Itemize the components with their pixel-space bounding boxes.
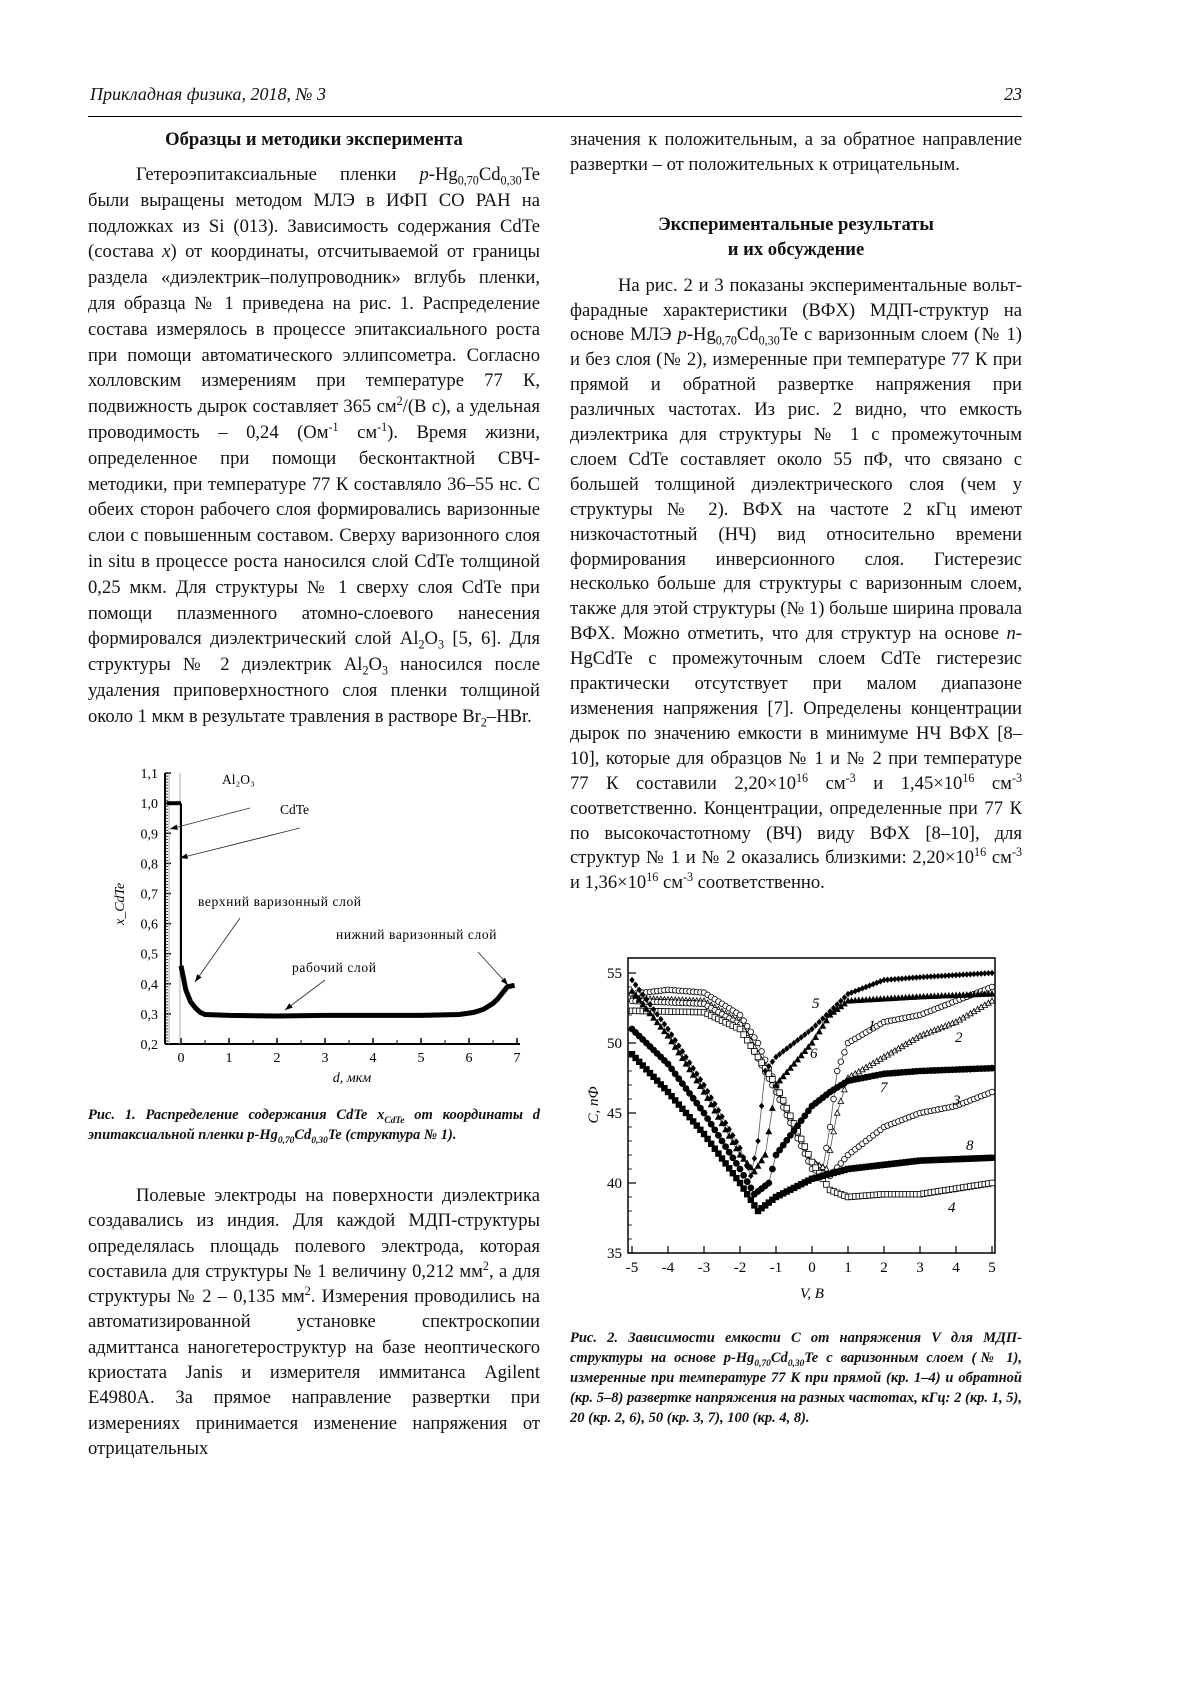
data-point (781, 1049, 785, 1054)
data-point (989, 1065, 995, 1071)
data-point (990, 970, 994, 975)
data-point (752, 1203, 758, 1209)
curve-label: 7 (880, 1080, 889, 1096)
data-point (759, 1158, 765, 1163)
x-axis-label: V, В (800, 1286, 824, 1302)
x-tick-label: -2 (734, 1260, 747, 1276)
annotation-arrow (195, 918, 240, 982)
y-axis-label: x_CdTe (113, 883, 128, 926)
subscript-text: 2 (419, 638, 425, 652)
x-tick-label: 2 (880, 1260, 888, 1276)
data-point (813, 1034, 819, 1039)
header-rule (88, 116, 1022, 117)
data-point (755, 1040, 761, 1046)
annotation-label: CdTe (280, 802, 309, 817)
data-point (737, 1012, 743, 1018)
arrowhead (170, 824, 178, 829)
data-point (759, 1060, 765, 1066)
data-point (777, 1052, 781, 1057)
supscript-text: 16 (974, 845, 986, 859)
data-point (748, 1029, 754, 1035)
data-point (708, 1121, 714, 1127)
data-point (989, 1155, 995, 1161)
data-point (834, 1110, 840, 1115)
data-point (737, 1166, 743, 1172)
y-tick-label: 50 (607, 1036, 622, 1052)
x-tick-label: 0 (178, 1051, 185, 1066)
data-point (827, 1124, 833, 1130)
data-point (701, 1110, 707, 1116)
curve-label: 8 (966, 1138, 974, 1154)
x-tick-label: 0 (808, 1260, 816, 1276)
x-tick-label: 3 (916, 1260, 924, 1276)
data-point (788, 1043, 792, 1048)
data-point (831, 1096, 837, 1102)
data-point (813, 1165, 819, 1171)
data-point (762, 1152, 768, 1157)
data-point (989, 1089, 995, 1095)
x-tick-label: 2 (274, 1051, 281, 1066)
x-tick-label: 1 (226, 1051, 233, 1066)
page-number: 23 (1000, 84, 1022, 105)
data-point (798, 1136, 804, 1142)
supscript-text: -3 (683, 870, 693, 884)
left-column (88, 127, 540, 730)
data-point (741, 1032, 747, 1038)
figure-2-chart (575, 950, 1020, 1310)
annotation-arrow (180, 828, 300, 858)
data-point (737, 1180, 743, 1186)
data-point (726, 1149, 732, 1155)
data-point (748, 1197, 754, 1203)
x-axis-label: d, мкм (333, 1071, 371, 1086)
paragraph-continuation: значения к положительным, а за обратное направление развертки – от положительных к отрицательным. (570, 127, 1022, 178)
data-point (719, 1138, 725, 1144)
x-tick-label: 1 (844, 1260, 852, 1276)
italic-text: p (419, 164, 428, 185)
data-point (777, 1090, 783, 1096)
supscript-text: 2 (483, 1259, 489, 1273)
subscript-text: 3 (438, 638, 444, 652)
data-point (733, 1160, 739, 1166)
italic-text: n (1007, 623, 1016, 644)
x-tick-label: 5 (418, 1051, 425, 1066)
data-point (792, 1040, 796, 1045)
data-point (730, 1155, 736, 1161)
paragraph-electrodes: Полевые электроды на поверхности диэлектрика создавались из индия. Для каждой МДП-структуры определялась площадь полевого электрода, которая составила для структуры № 1 величину 0,212 мм2, а для структуры № 2 – 0,135 мм2. Измерения проводились на автоматизированной установке спектроскопии адмиттанса наногетероструктур на базе неоптического криостата Janis и измерителя иммитанса Agilent E4980A. За прямое направление развертки при измерениях принимается изменение напряжения от отрицательных (88, 1183, 540, 1461)
data-point (744, 1037, 750, 1043)
curve-label: 4 (948, 1200, 956, 1216)
y-tick-label: 0,2 (141, 1038, 159, 1053)
data-point (795, 1038, 799, 1043)
italic-text: x (162, 241, 170, 262)
data-point (824, 1182, 830, 1188)
data-point (788, 1113, 794, 1119)
data-point (715, 1132, 721, 1138)
subscript-text: 0,70 (754, 1359, 770, 1369)
paragraph-results: На рис. 2 и 3 показаны экспериментальные вольт-фарадные характеристики (ВФХ) МДП-структур на основе МЛЭ p-Hg0,70Cd0,30Te с варизонным слоем (№ 1) и без слоя (№ 2), измеренные при температуре 77 К при прямой и обратной развертке напряжения при различных частотах. Из рис. 2 видно, что емкость диэлектрика для структуры № 1 с промежуточным слоем CdTe составляет около 55 пФ, что связано с большей толщиной диэлектрического слоя (чем у структуры № 2). ВФХ на частоте 2 кГц имеют низкочастотный (НЧ) вид относительно времени формирования инверсионного слоя. Гистерезис несколько больше для структуры с варизонным слоем, также для этой структуры (№ 1) больше ширина провала ВФХ. Можно отметить, что для структур на основе n-HgCdTe с промежуточным слоем CdTe гистерезис практически отсутствует при малом диапазоне изменения напряжения [7]. Определены концентрации дырок по значению емкости в минимуме НЧ ВФХ [8–10], которые для образцов № 1 и № 2 при температуре 77 К составили 2,20×1016 см-3 и 1,45×1016 см-3 соответственно. Концентрации, определенные при 77 К по высокочастотному (ВЧ) виду ВФХ [8–10], для структур № 1 и № 2 оказались близкими: 2,20×1016 см-3 и 1,36×1016 см-3 соответственно. (570, 274, 1022, 897)
italic-text: p (678, 324, 687, 345)
y-tick-label: 0,6 (141, 918, 159, 933)
y-tick-label: 1,0 (141, 797, 159, 812)
data-point (741, 1186, 747, 1192)
series-line (632, 991, 992, 1172)
y-tick-label: 35 (607, 1246, 622, 1262)
curve-label: 5 (812, 996, 820, 1012)
supscript-text: -3 (1012, 845, 1022, 859)
subscript-text: 0,70 (716, 334, 737, 348)
heading-line-1: Экспериментальные результаты (658, 214, 934, 235)
data-point (989, 984, 995, 990)
data-point (989, 998, 995, 1003)
x-tick-label: -5 (626, 1260, 639, 1276)
curve-label: 3 (952, 1093, 961, 1109)
x-tick-label: -3 (698, 1260, 711, 1276)
subscript-text: 0,70 (458, 174, 479, 188)
data-point (989, 1180, 995, 1186)
data-point (712, 1127, 718, 1133)
y-tick-label: 1,1 (141, 767, 159, 782)
data-point (780, 1098, 786, 1104)
right-column (570, 127, 1022, 896)
x-tick-label: 7 (514, 1051, 521, 1066)
data-point (842, 1050, 848, 1056)
data-point (748, 1043, 754, 1049)
data-point (737, 1026, 743, 1032)
data-point (748, 1185, 754, 1191)
data-point (834, 1068, 840, 1074)
y-tick-label: 0,7 (141, 888, 159, 903)
data-point (766, 1129, 772, 1134)
data-point (785, 1046, 789, 1051)
supscript-text: 2 (305, 1284, 311, 1298)
data-point (809, 1159, 815, 1165)
y-tick-label: 0,8 (141, 857, 159, 872)
data-point (723, 1144, 729, 1150)
annotation-label: нижний варизонный слой (336, 927, 497, 942)
arrowhead (285, 1003, 293, 1010)
subscript-text: 2 (362, 664, 368, 678)
figure-2-caption: Рис. 2. Зависимости емкости C от напряжения V для МДП-структуры на основе p-Hg0,70Cd0,30Te с варизонным слоем (№ 1), измеренные при температуре 77 К при прямой (кр. 1–4) и обратной (кр. 5–8) развертке напряжения на разных частотах, кГц: 2 (кр. 1, 5), 20 (кр. 2, 6), 50 (кр. 3, 7), 100 (кр. 4, 8). (570, 1328, 1022, 1428)
data-point (752, 1049, 758, 1055)
annotation-label: верхний варизонный слой (198, 894, 362, 909)
supscript-text: -1 (377, 420, 387, 434)
y-axis-label: C, пФ (586, 1086, 602, 1123)
subscript-text: 2 (481, 715, 487, 729)
series-line (632, 998, 992, 1169)
journal-title: Прикладная физика, 2018, № 3 (90, 84, 326, 105)
supscript-text: 16 (796, 771, 808, 785)
subscript-text: 0,70 (278, 1136, 294, 1146)
supscript-text: -3 (1012, 771, 1022, 785)
y-tick-label: 40 (607, 1176, 622, 1192)
data-point (741, 1172, 747, 1178)
y-tick-label: 0,5 (141, 948, 159, 963)
supscript-text: 16 (962, 771, 974, 785)
figure-1-caption: Рис. 1. Распределение содержания CdTe xCdTe от координаты d эпитаксиальной пленки p-Hg0,70Cd0,30Te (структура № 1). (88, 1105, 540, 1145)
data-point (769, 1166, 775, 1172)
data-point (802, 1144, 808, 1150)
data-point (770, 1077, 776, 1083)
data-point (755, 1163, 761, 1168)
figure-1-chart (100, 760, 540, 1090)
data-point (755, 1054, 761, 1060)
x-tick-label: 4 (952, 1260, 960, 1276)
subscript-text: 0,30 (759, 334, 780, 348)
curve-label: 6 (810, 1046, 818, 1062)
arrowhead (195, 974, 202, 982)
section-heading-methods: Образцы и методики эксперимента (88, 127, 540, 152)
curve-label: 2 (955, 1030, 963, 1046)
x-tick-label: -4 (662, 1260, 675, 1276)
paragraph-samples: Гетероэпитаксиальные пленки p-Hg0,70Cd0,30Te были выращены методом МЛЭ в ИФП СО РАН на подложках из Si (013). Зависимость содержания CdTe (состава x) от координаты, отсчитываемой от границы раздела «диэлектрик–полупроводник» вглубь пленки, для образца № 1 приведена на рис. 1. Распределение состава измерялось в процессе эпитаксиального роста при помощи автоматического эллипсометра. Согласно холловским измерениям при температуре 77 К, подвижность дырок составляет 365 см2/(В с), а удельная проводимость – 0,24 (Ом-1 см-1). Время жизни, определенное при помощи бесконтактной СВЧ-методики, при температуре 77 К составляло 36–55 нс. С обеих сторон рабочего слоя формировались варизонные слои с повышенным составом. Сверху варизонного слоя in situ в процессе роста наносился слой CdTe толщиной 0,25 мкм. Для структуры № 1 сверху слоя CdTe при помощи плазменного атомно-слоевого нанесения формировался диэлектрический слой Al2O3 [5, 6]. Для структуры № 2 диэлектрик Al2O3 наносился после удаления приповерхностного слоя пленки толщиной около 1 мкм в результате травления в растворе Br2–HBr. (88, 162, 540, 730)
x-tick-label: 6 (466, 1051, 473, 1066)
data-point (756, 1138, 760, 1143)
data-point (820, 1023, 826, 1028)
y-tick-label: 0,9 (141, 827, 159, 842)
y-tick-label: 0,3 (141, 1008, 159, 1023)
subscript-text: 0,30 (788, 1359, 804, 1369)
annotation-label: рабочий слой (292, 960, 377, 975)
supscript-text: 2 (397, 394, 403, 408)
data-point (770, 1105, 776, 1110)
series-line (632, 1054, 992, 1211)
x-tick-label: -1 (770, 1260, 783, 1276)
subscript-text: 0,30 (501, 174, 522, 188)
data-point (744, 1191, 750, 1197)
curve-label: 1 (868, 1018, 876, 1034)
data-point (806, 1029, 810, 1034)
subscript-text: CdTe (384, 1116, 404, 1126)
y-tick-label: 55 (607, 966, 622, 982)
data-point (752, 1156, 756, 1161)
y-tick-label: 0,4 (141, 978, 159, 993)
section-heading-results (570, 212, 1022, 262)
data-point (705, 1116, 711, 1122)
x-tick-label: 3 (322, 1051, 329, 1066)
data-point (766, 1180, 772, 1186)
x-tick-label: 5 (988, 1260, 996, 1276)
data-point (806, 1152, 812, 1158)
left-column-bottom (88, 1183, 540, 1461)
supscript-text: -3 (846, 771, 856, 785)
subscript-text: 3 (382, 664, 388, 678)
data-point (816, 1029, 822, 1034)
data-point (799, 1035, 803, 1040)
data-point (759, 1103, 763, 1108)
supscript-text: -1 (329, 420, 339, 434)
data-point (809, 1040, 815, 1045)
data-point (784, 1105, 790, 1111)
subscript-text: 0,30 (311, 1136, 327, 1146)
supscript-text: 16 (646, 870, 658, 884)
data-point (629, 988, 635, 993)
data-point (744, 1179, 750, 1185)
annotation-label: Al₂O₃ (222, 772, 255, 787)
data-point (752, 1035, 758, 1041)
data-point (838, 1098, 844, 1103)
data-point (803, 1032, 807, 1037)
data-point (838, 1059, 844, 1065)
x-tick-label: 4 (370, 1051, 377, 1066)
heading-line-2: и их обсуждение (728, 239, 865, 260)
y-tick-label: 45 (607, 1106, 622, 1122)
